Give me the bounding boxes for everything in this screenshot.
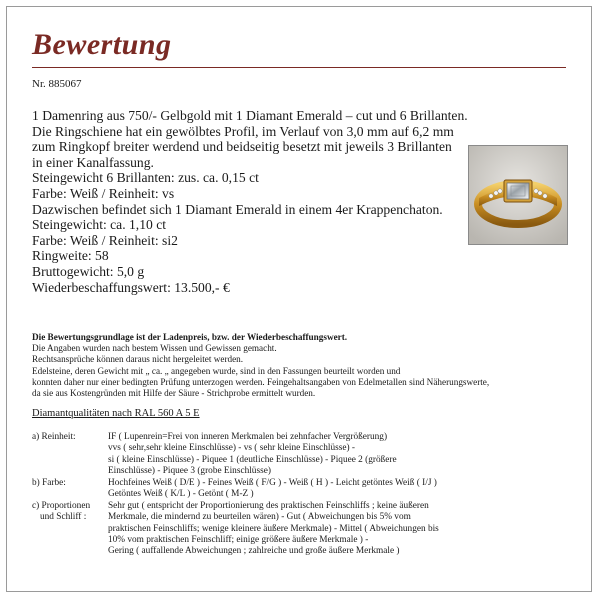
description-line: Steingewicht: ca. 1,10 ct <box>32 217 167 233</box>
description-line: Die Ringschiene hat ein gewölbtes Profil, im Verlauf von 3,0 mm auf 6,2 mm <box>32 123 454 139</box>
legal-line: da sie aus Kostengründen mit Hilfe der Säure - Strichprobe ermittelt wurden. <box>32 388 316 399</box>
document-number: Nr. 885067 <box>32 78 82 90</box>
legal-notes <box>32 332 572 399</box>
reinheit-label: a) Reinheit: <box>32 432 76 442</box>
farbe-values <box>108 478 437 501</box>
description-line: Wiederbeschaffungswert: 13.500,- € <box>32 279 230 295</box>
ring-photo-icon <box>469 146 567 244</box>
description-line: Dazwischen befindet sich 1 Diamant Emerald in einem 4er Krappenchaton. <box>32 201 443 217</box>
description-line: 1 Damenring aus 750/- Gelbgold mit 1 Diamant Emerald – cut und 6 Brillanten. <box>32 108 468 123</box>
legal-line: Rechtsansprüche können daraus nicht hergeleitet werden. <box>32 354 244 365</box>
proportionen-line: 10% vom praktischen Feinschliff; einige größere äußere Merkmale ) - <box>108 534 369 545</box>
description-line: in einer Kanalfassung. <box>32 154 154 170</box>
page-title: Bewertung <box>32 28 172 61</box>
farbe-label: b) Farbe: <box>32 478 66 488</box>
reinheit-values <box>108 432 397 477</box>
reinheit-line: vvs ( sehr,sehr kleine Einschlüsse) - vs ( sehr kleine Einschlüsse) - <box>108 443 355 454</box>
description-line: Bruttogewicht: 5,0 g <box>32 263 145 279</box>
diamond-qualities-title: Diamantqualitäten nach RAL 560 A 5 E <box>32 408 200 419</box>
proportionen-label-line: c) Proportionen <box>32 501 91 511</box>
proportionen-line: praktischen Feinschliffs; wenige kleinere äußere Merkmale) - Mittel ( Abweichungen bis <box>108 523 439 534</box>
title-underline <box>32 67 566 68</box>
legal-line: Edelsteine, deren Gewicht mit „ ca. „ angegeben wurde, sind in den Fassungen beurteilt worden und <box>32 365 401 376</box>
reinheit-line: si ( kleine Einschlüsse) - Piquee 1 (deutliche Einschlüsse) - Piquee 2 (größere <box>108 454 397 465</box>
proportionen-line: Merkmale, die mindernd zu beurteilen wären) - Gut ( Abweichungen bis 5% vom <box>108 512 411 523</box>
proportionen-line: Sehr gut ( entspricht der Proportionierung des praktischen Feinschliffs ; keine äußeren <box>108 501 429 511</box>
legal-line: konnten daher nur einer bedingten Prüfung unterzogen werden. Feingehaltsangaben von Edelmetallen sind Näherungswerte, <box>32 376 490 387</box>
proportionen-label <box>32 501 90 524</box>
description-line: Ringweite: 58 <box>32 248 109 264</box>
proportionen-label-line: und Schliff : <box>40 512 87 523</box>
proportionen-line: Gering ( auffallende Abweichungen ; zahlreiche und große äußere Merkmale ) <box>108 546 400 557</box>
farbe-line: Hochfeines Weiß ( D/E ) - Feines Weiß ( F/G ) - Weiß ( H ) - Leicht getöntes Weiß ( I/J ) <box>108 478 437 488</box>
description-line: zum Ringkopf breiter werdend und beidseitig besetzt mit jeweils 3 Brillanten <box>32 139 452 155</box>
proportionen-values <box>108 501 439 557</box>
description-line: Farbe: Weiß / Reinheit: si2 <box>32 232 178 248</box>
legal-heading: Die Bewertungsgrundlage ist der Ladenpreis, bzw. der Wiederbeschaffungswert. <box>32 332 348 342</box>
farbe-line: Getöntes Weiß ( K/L ) - Getönt ( M-Z ) <box>108 489 254 500</box>
legal-line: Die Angaben wurden nach bestem Wissen und Gewissen gemacht. <box>32 343 277 354</box>
description-line: Farbe: Weiß / Reinheit: vs <box>32 185 175 201</box>
ring-description <box>32 108 472 295</box>
reinheit-line: Einschlüsse) - Piquee 3 (grobe Einschlüsse) <box>108 465 271 476</box>
ring-photo <box>468 145 568 245</box>
reinheit-line: IF ( Lupenrein=Frei von inneren Merkmalen bei zehnfacher Vergrößerung) <box>108 432 388 442</box>
description-line: Steingewicht 6 Brillanten: zus. ca. 0,15 ct <box>32 170 259 186</box>
